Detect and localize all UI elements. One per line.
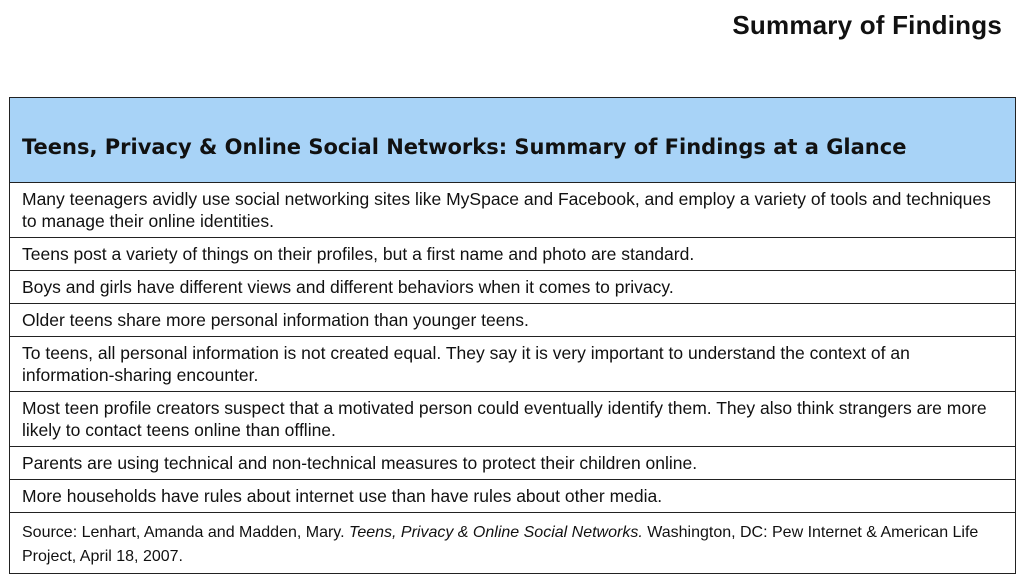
finding-6: Most teen profile creators suspect that a motivated person could eventually identify them. They also think strangers are more likely to contact teens online than offline. <box>10 392 1016 447</box>
source-row <box>10 513 1016 574</box>
table-row <box>10 392 1016 447</box>
table-row <box>10 480 1016 513</box>
summary-table <box>9 97 1016 574</box>
source-suffix: Washington, DC: Pew Internet & American Life Project, April 18, 2007. <box>22 524 979 565</box>
table-row <box>10 183 1016 238</box>
page-title: Summary of Findings <box>732 10 1002 40</box>
finding-2: Teens post a variety of things on their profiles, but a first name and photo are standard. <box>10 238 1016 271</box>
finding-7: Parents are using technical and non-technical measures to protect their children online. <box>10 447 1016 480</box>
table-header-row <box>10 98 1016 183</box>
table-row <box>10 337 1016 392</box>
finding-4: Older teens share more personal information than younger teens. <box>10 304 1016 337</box>
table-row <box>10 304 1016 337</box>
source-title: Teens, Privacy & Online Social Networks. <box>349 524 643 541</box>
source-prefix: Source: Lenhart, Amanda and Madden, Mary. <box>22 524 350 541</box>
source-citation <box>10 513 1016 574</box>
finding-3: Boys and girls have different views and different behaviors when it comes to privacy. <box>10 271 1016 304</box>
table-row <box>10 271 1016 304</box>
finding-1: Many teenagers avidly use social networking sites like MySpace and Facebook, and employ a variety of tools and techniques to manage their online identities. <box>10 183 1016 238</box>
finding-8: More households have rules about internet use than have rules about other media. <box>10 480 1016 513</box>
table-row <box>10 447 1016 480</box>
table-header: Teens, Privacy & Online Social Networks: Summary of Findings at a Glance <box>10 98 1016 183</box>
finding-5: To teens, all personal information is not created equal. They say it is very important to understand the context of an information-sharing encounter. <box>10 337 1016 392</box>
table-row <box>10 238 1016 271</box>
